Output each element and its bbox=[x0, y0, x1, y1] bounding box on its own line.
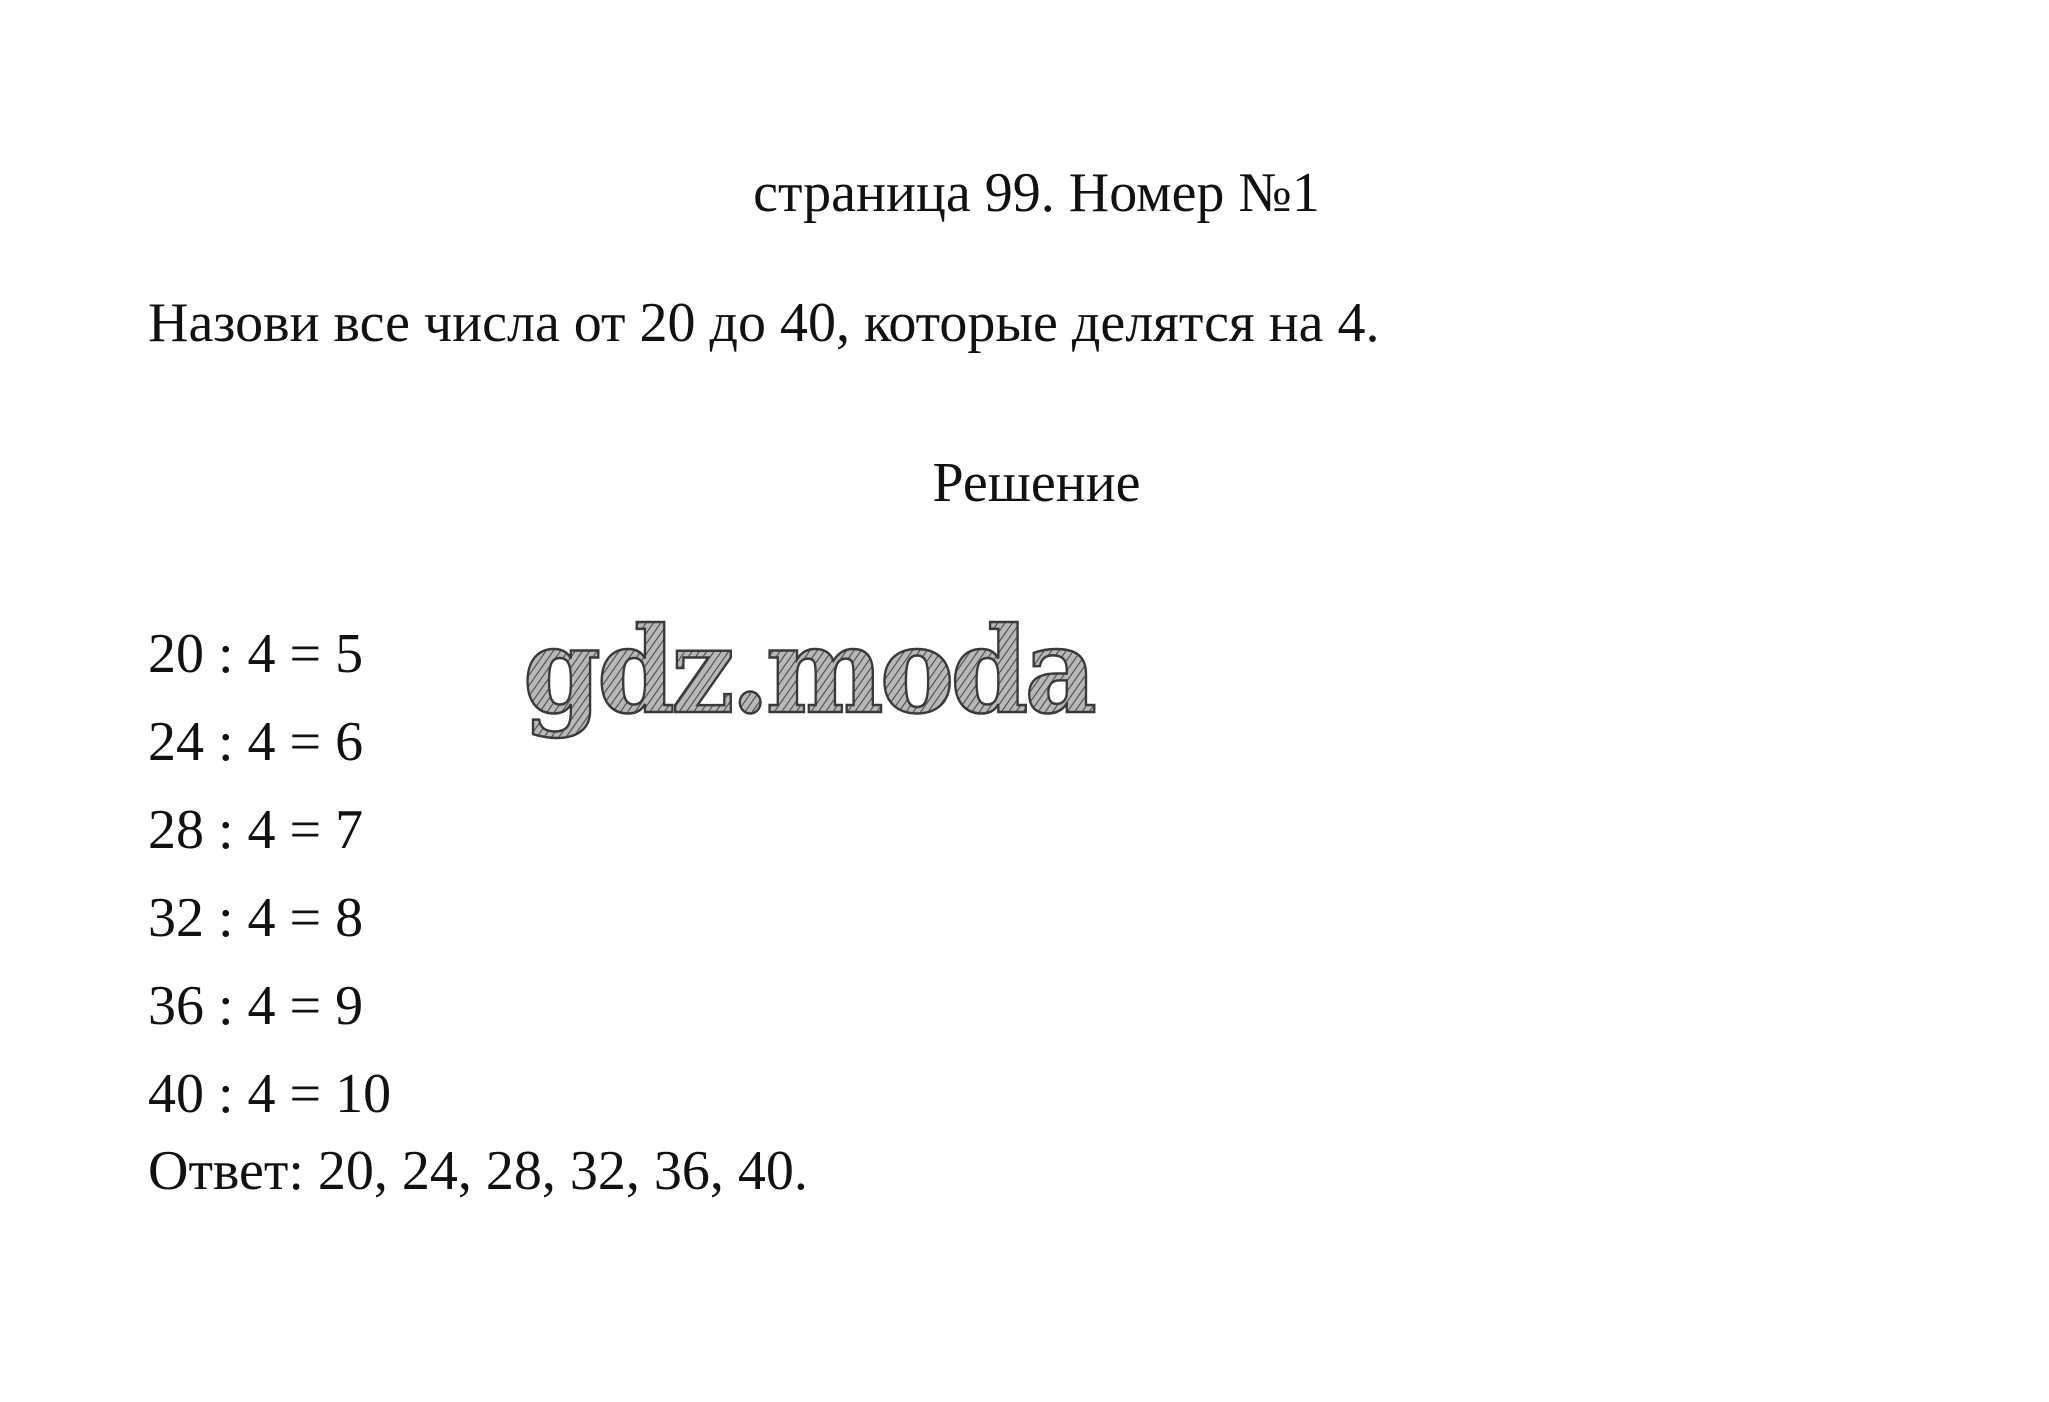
watermark-logo bbox=[515, 600, 1105, 750]
solution-line: 40 : 4 = 10 bbox=[148, 1063, 392, 1125]
solution-lines bbox=[148, 610, 391, 1138]
solution-heading: Решение bbox=[932, 452, 1141, 514]
task-statement: Назови все числа от 20 до 40, которые делятся на 4. bbox=[148, 292, 1380, 354]
solution-line: 28 : 4 = 7 bbox=[148, 799, 364, 861]
svg-text:gdz.moda: gdz.moda bbox=[523, 601, 1095, 740]
page-title: страница 99. Номер №1 bbox=[753, 162, 1320, 224]
solution-line: 24 : 4 = 6 bbox=[148, 711, 364, 773]
solution-line: 20 : 4 = 5 bbox=[148, 623, 364, 685]
solution-line: 36 : 4 = 9 bbox=[148, 975, 364, 1037]
answer-line: Ответ: 20, 24, 28, 32, 36, 40. bbox=[148, 1140, 808, 1202]
solution-line: 32 : 4 = 8 bbox=[148, 887, 364, 949]
